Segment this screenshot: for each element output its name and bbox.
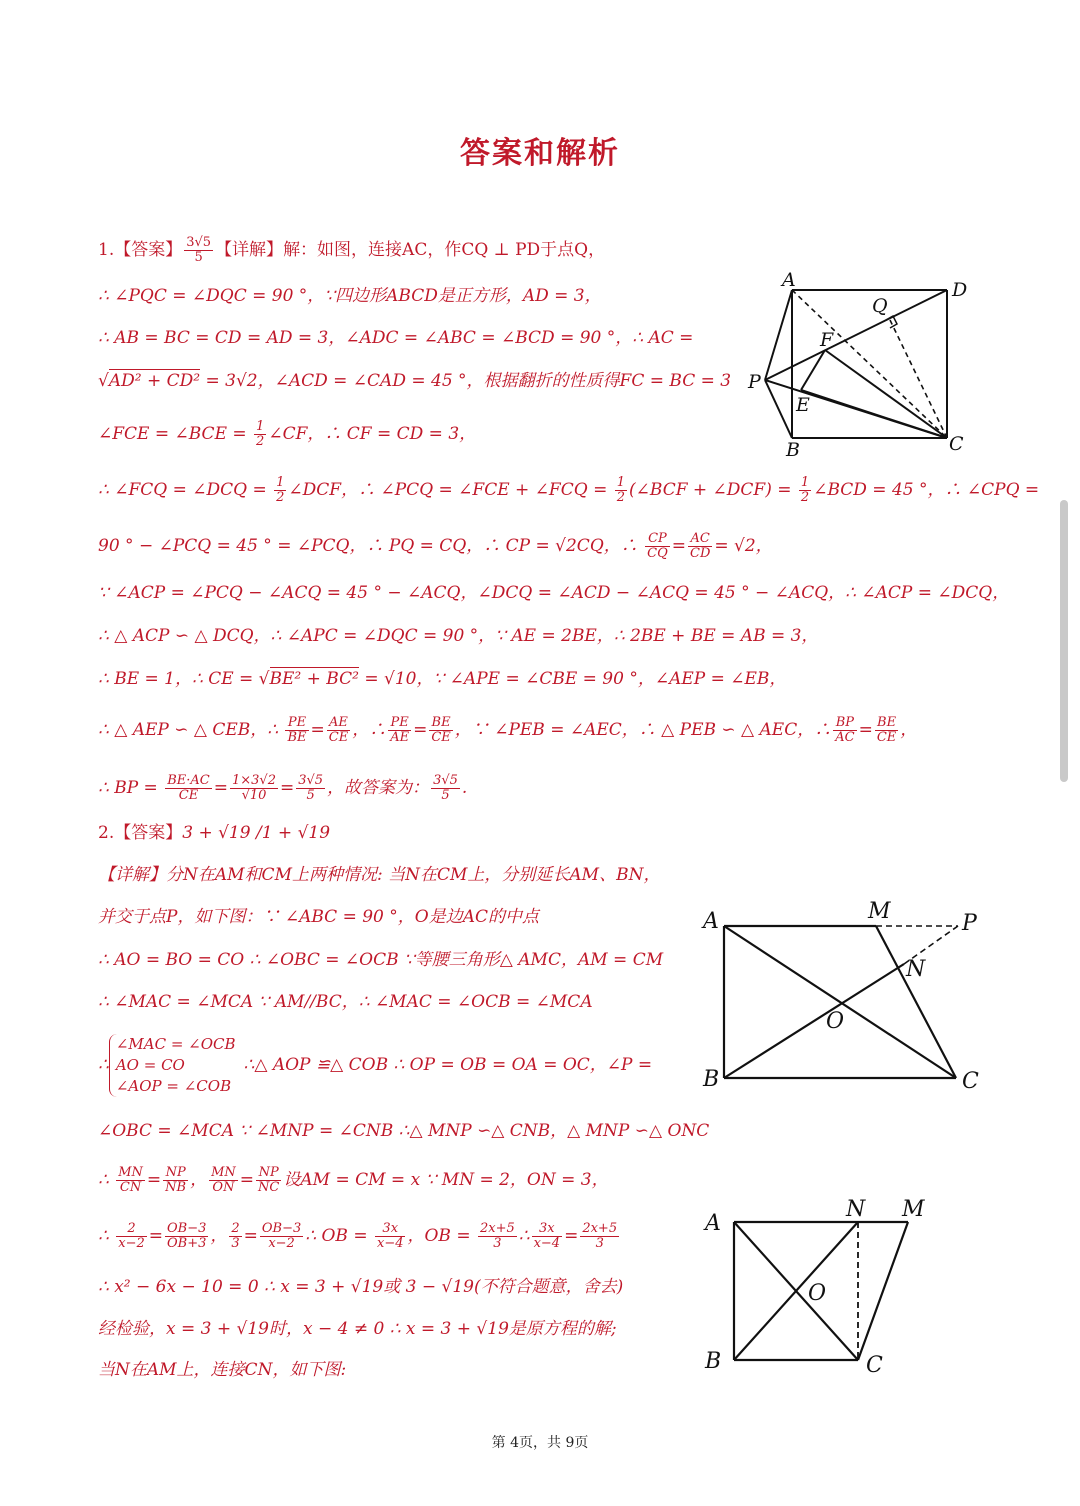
fig2-label-C: C bbox=[962, 1069, 979, 1094]
vertical-scrollbar[interactable] bbox=[1060, 500, 1068, 782]
q2-line-3: ∴ AO = BO = CO ∴ ∠OBC = ∠OCB ∵等腰三角形△ AMC，AM = CM bbox=[98, 950, 664, 970]
fig1-label-P: P bbox=[748, 371, 761, 393]
q1-line-5: ∠FCE = ∠BCE = $\frac{1}{2}$ ∠CF，∴ CF = CD = 3， bbox=[98, 419, 477, 449]
fig1-label-Q: Q bbox=[872, 295, 888, 317]
page-title: 答案和解析 bbox=[460, 136, 620, 171]
q2-figure-1 bbox=[700, 890, 990, 1100]
q1-line-1: 1.【答案】 $\frac{3√5}{5}$ 【详解】解：如图，连接AC，作CQ ⊥ PD于点Q， bbox=[98, 235, 606, 265]
fig3-label-C: C bbox=[866, 1353, 883, 1378]
q2-line-7: ∴ $\frac{MN}{CN}$ = $\frac{NP}{NB}$ ， $\frac{MN}{ON}$ = $\frac{NP}{NC}$ 设AM = CM = x ∵ MN = 2，ON = 3， bbox=[98, 1165, 609, 1195]
fig1-label-E: E bbox=[796, 394, 810, 416]
q2-line-head: 2.【答案】3 + √19 /1 + √19 bbox=[98, 823, 331, 843]
fig1-label-A: A bbox=[782, 269, 796, 291]
q1-line-10: ∴ BE = 1，∴ CE = √BE² + BC² = √10，∵ ∠APE = ∠CBE = 90 °，∠AEP = ∠EB， bbox=[98, 669, 787, 689]
q1-line-8: ∵ ∠ACP = ∠PCQ − ∠ACQ = 45 ° − ∠ACQ，∠DCQ = ∠ACD − ∠ACQ = 45 ° − ∠ACQ，∴ ∠ACP = ∠DCQ， bbox=[98, 583, 1010, 603]
q1-line-12: ∴ BP = $\frac{BE\cdot AC}{CE}$ = $\frac{1\times 3√2}{√10}$ = $\frac{3√5}{5}$ ，故答案为： $\frac{3√5}{5}$ . bbox=[98, 773, 468, 803]
q2-line-8: ∴ $\frac{2}{x-2}$ = $\frac{OB-3}{OB+3}$ ， $\frac{2}{3}$ = $\frac{OB-3}{x-2}$ ∴ OB = $\frac{3x}{x-4}$ ，OB = $\frac{2x+5}{3}$ ∴ $\frac{3x}{x-4}$ = $\frac{2x+5}{3}$ bbox=[98, 1221, 618, 1251]
fig3-label-M: M bbox=[902, 1197, 925, 1222]
q2-line-10: 经检验，x = 3 + √19时，x − 4 ≠ 0 ∴ x = 3 + √19是原方程的解; bbox=[98, 1319, 617, 1339]
page-footer: 第 4页，共 9页 bbox=[491, 1435, 589, 1451]
q1-line-2: ∴ ∠PQC = ∠DQC = 90 °，∵四边形ABCD是正方形，AD = 3， bbox=[98, 286, 602, 306]
q2-figure-2 bbox=[700, 1190, 940, 1390]
fig2-label-B: B bbox=[703, 1067, 720, 1092]
fig2-label-M: M bbox=[868, 899, 891, 924]
q1-line-9: ∴ △ ACP ∽ △ DCQ，∴ ∠APC = ∠DQC = 90 °，∵ AE = 2BE，∴ 2BE + BE = AB = 3， bbox=[98, 626, 819, 646]
fig1-label-C: C bbox=[949, 433, 964, 455]
q2-line-11: 当N在AM上，连接CN，如下图: bbox=[98, 1360, 347, 1380]
q2-line-2: 并交于点P，如下图：∵ ∠ABC = 90 °，O是边AC的中点 bbox=[98, 907, 539, 927]
q2-line-5: ∴ ∠MAC = ∠OCB AO = CO ∠AOP = ∠COB ∴△ AOP ≌△ COB ∴ OP = OB = OA = OC，∠P = bbox=[98, 1035, 653, 1095]
q1-line-3: ∴ AB = BC = CD = AD = 3，∠ADC = ∠ABC = ∠BCD = 90 °，∴ AC = bbox=[98, 328, 694, 348]
fig1-label-D: D bbox=[952, 279, 968, 301]
q1-line-11: ∴ △ AEP ∽ △ CEB，∴ $\frac{PE}{BE}$ = $\frac{AE}{CE}$ ，∴ $\frac{PE}{AE}$ = $\frac{BE}{CE}$ ，∵ ∠PEB = ∠AEC，∴ △ PEB ∽ △ AEC，∴ $\frac{BP}{AC}$ = $\frac{BE}{CE}$ ， bbox=[98, 715, 918, 745]
q1-figure bbox=[740, 270, 980, 460]
fig3-label-A: A bbox=[705, 1211, 721, 1236]
fig2-label-N: N bbox=[906, 957, 926, 982]
fig2-label-A: A bbox=[703, 909, 719, 934]
fig3-label-N: N bbox=[846, 1197, 866, 1222]
fig1-label-B: B bbox=[786, 439, 800, 461]
fig1-label-F: F bbox=[820, 329, 834, 351]
fig3-label-O: O bbox=[808, 1281, 827, 1306]
fig2-label-P: P bbox=[962, 911, 977, 936]
q2-line-1: 【详解】分N在AM和CM上两种情况: 当N在CM上，分别延长AM、BN， bbox=[98, 865, 661, 885]
fig3-label-B: B bbox=[705, 1349, 722, 1374]
q2-line-4: ∴ ∠MAC = ∠MCA ∵ AM//BC，∴ ∠MAC = ∠OCB = ∠MCA bbox=[98, 992, 593, 1012]
fig2-label-O: O bbox=[826, 1009, 845, 1034]
q1-line-4: √AD² + CD² = 3√2，∠ACD = ∠CAD = 45 °，根据翻折的性质得FC = BC = 3 bbox=[98, 371, 732, 391]
q2-line-9: ∴ x² − 6x − 10 = 0 ∴ x = 3 + √19或 3 − √19(不符合题意，舍去) bbox=[98, 1277, 624, 1297]
q1-line-7: 90 ° − ∠PCQ = 45 ° = ∠PCQ，∴ PQ = CQ，∴ CP = √2CQ，∴ $\frac{CP}{CQ}$ = $\frac{AC}{CD}$ = √2， bbox=[98, 531, 773, 561]
q2-line-6: ∠OBC = ∠MCA ∵ ∠MNP = ∠CNB ∴△ MNP ∽△ CNB，△ MNP ∽△ ONC bbox=[98, 1121, 710, 1141]
q1-line-6: ∴ ∠FCQ = ∠DCQ = $\frac{1}{2}$ ∠DCF，∴ ∠PCQ = ∠FCE + ∠FCQ = $\frac{1}{2}$ (∠BCF + ∠DCF) = $\frac{1}{2}$ ∠BCD = 45 °，∴ ∠CPQ = bbox=[98, 475, 1040, 505]
